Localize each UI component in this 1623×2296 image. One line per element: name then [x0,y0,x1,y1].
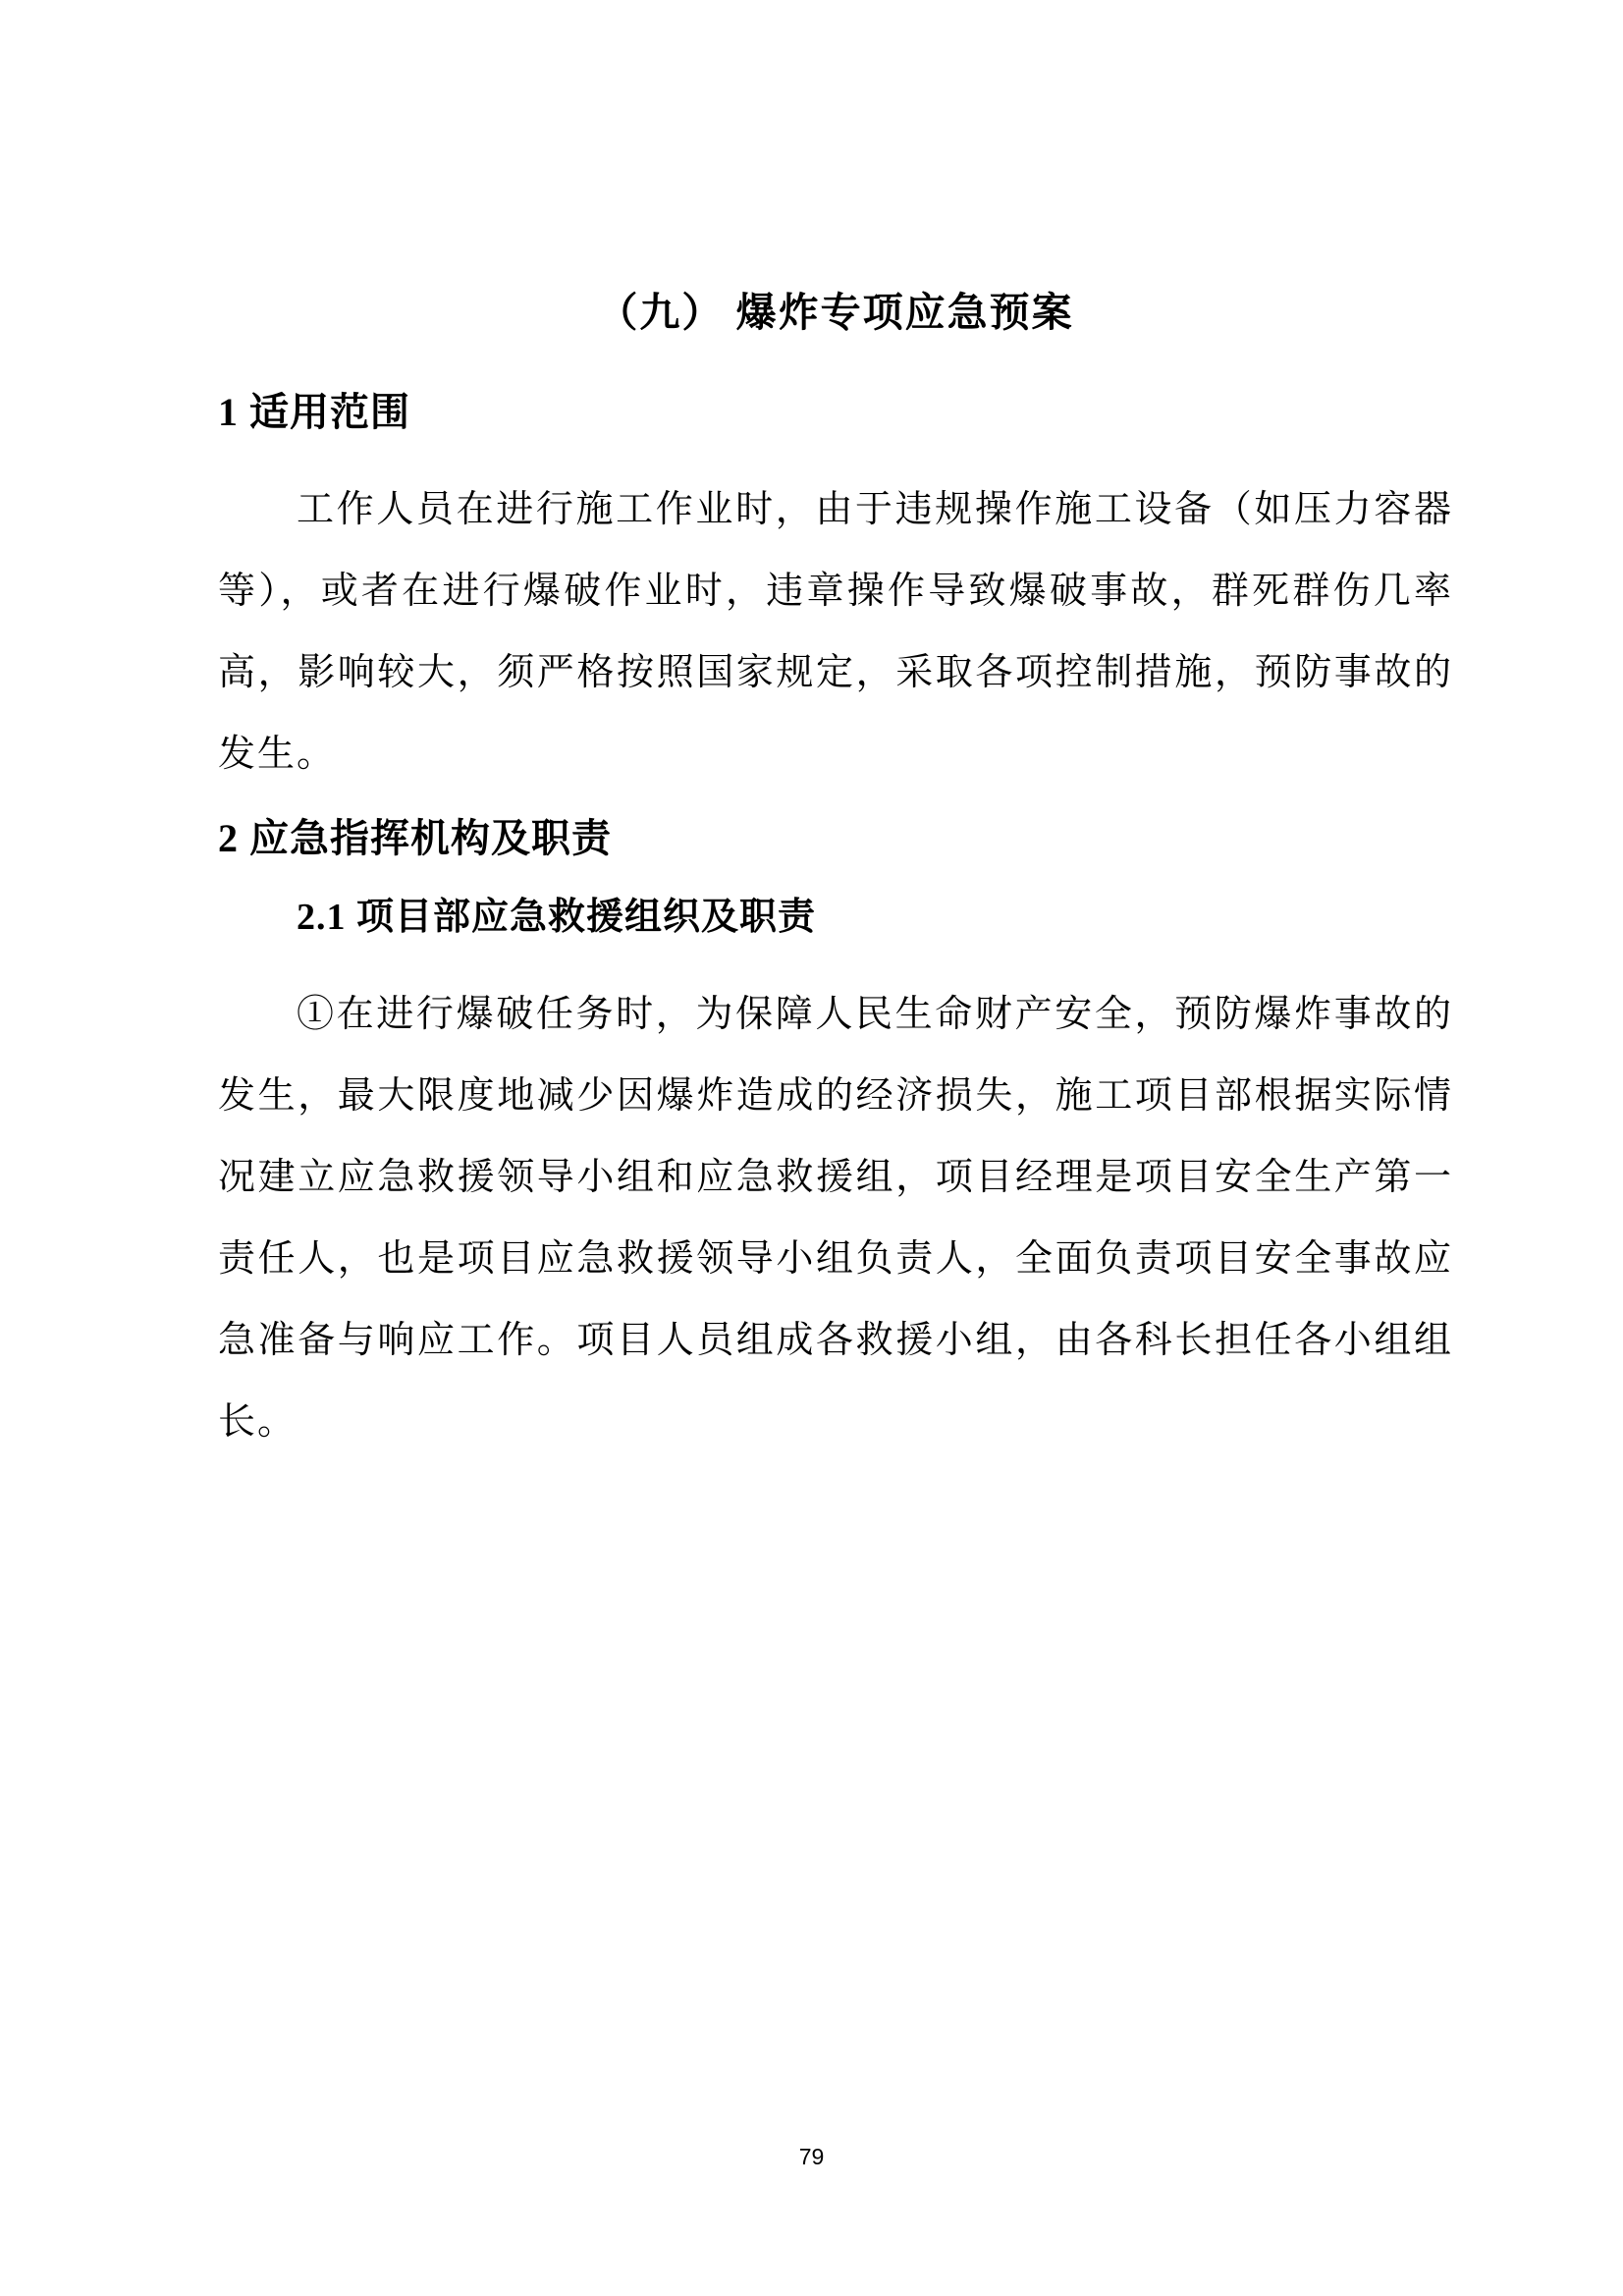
section-2-1-heading: 2.1 项目部应急救援组织及职责 [297,897,817,938]
section-2-heading: 2 应急指挥机构及职责 [218,816,612,860]
document-title: （九） 爆炸专项应急预案 [597,290,1074,335]
document-content [218,283,1453,1477]
section-1-paragraph: 工作人员在进行施工作业时，由于违规操作施工设备（如压力容器等），或者在进行爆破作业时，违章操作导致爆破事故，群死群伤几率高，影响较大，须严格按照国家规定，采取各项控制措施，预防事故的发生。 [218,489,1453,775]
section-2-1-paragraph: ①在进行爆破任务时，为保障人民生命财产安全，预防爆炸事故的发生，最大限度地减少因爆炸造成的经济损失，施工项目部根据实际情况建立应急救援领导小组和应急救援组，项目经理是项目安全生产第一责任人，也是项目应急救援领导小组负责人，全面负责项目安全事故应急准备与响应工作。项目人员组成各救援小组，由各科长担任各小组组长。 [218,994,1453,1443]
page-footer [0,2141,1623,2172]
section-1-heading: 1 适用范围 [218,390,410,434]
page-number: 79 [798,2144,825,2169]
